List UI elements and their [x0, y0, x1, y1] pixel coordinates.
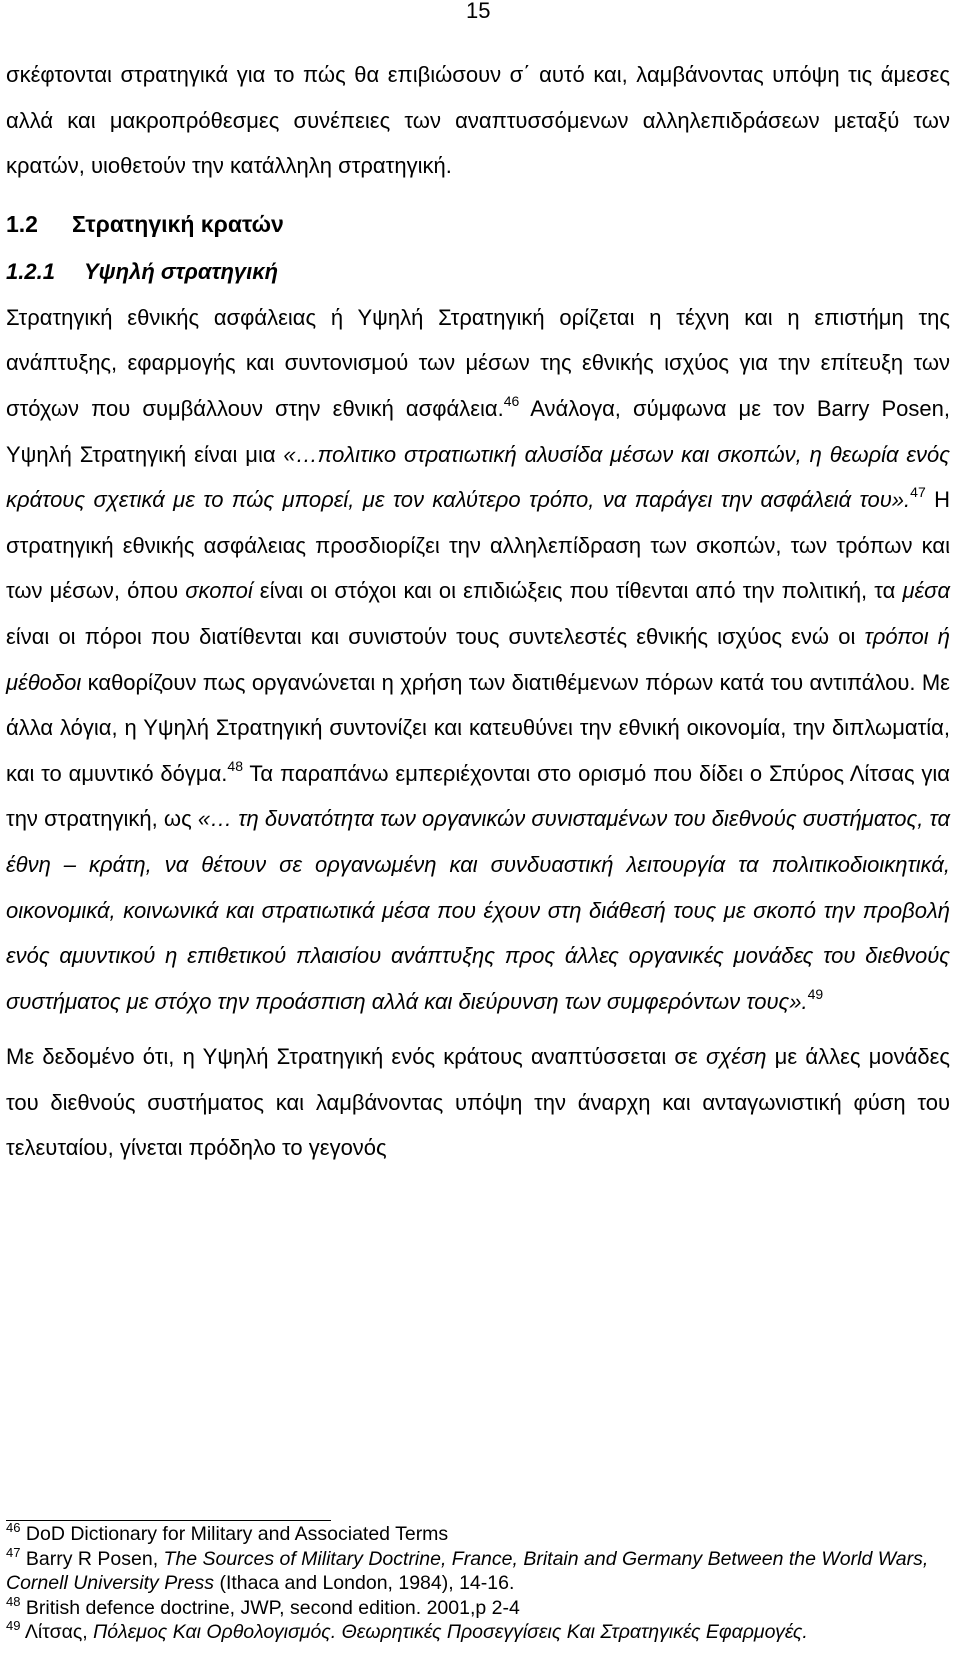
text-span: Στρατηγική εθνικής ασφάλειας ή Υψηλή Στρατηγική ορίζεται η τέχνη και η επιστήμη της ανάπτυξης, εφαρμογής και συντονισμού των μέσων της εθνικής ισχύος για την επίτευξη των στόχων που συμβάλλουν στην εθνική ασφάλεια. — [6, 304, 950, 421]
text-span: Με δεδομένο ότι, η Υψηλή Στρατηγική ενός κράτους αναπτύσσεται σε — [6, 1044, 707, 1070]
section-title: Στρατηγική κρατών — [72, 210, 284, 237]
footnote-text: Barry R Posen, — [25, 1547, 164, 1570]
footnote-number: 48 — [6, 1593, 21, 1609]
section-heading — [6, 199, 950, 249]
text-span: είναι οι πόροι που διατίθενται και συνιστούν τους συντελεστές εθνικής ισχύος ενώ οι — [6, 623, 865, 649]
footnote-number: 47 — [6, 1544, 21, 1560]
footnote-separator — [6, 1520, 331, 1521]
text-span: Ανάλογα, σύμφωνα με τον Barry Posen, Υψηλή Στρατηγική είναι μια — [6, 395, 950, 467]
paragraph-intro: σκέφτονται στρατηγικά για το πώς θα επιβιώσουν σ΄ αυτό και, λαμβάνοντας υπόψη τις άμεσες αλλά και μακροπρόθεσμες συνέπειες των αναπτυσσόμενων αλληλεπιδράσεων μεταξύ των κρατών, υιοθετούν την κατάλληλη στρατηγική. — [6, 62, 950, 179]
quote-litsas: «… τη δυνατότητα των οργανικών συνισταμένων του διεθνούς συστήματος, τα έθνη – κράτη, να θέτουν σε οργανωμένη και συνδυαστική λειτουργία τα πολιτικοδιοικητικά, οικονομικά, κοινωνικά και στρατιωτικά μέσα που έχουν στη διάθεσή τους με σκοπό την προβολή ενός αμυντικού η επιθετικού πλαισίου ανάπτυξης προς άλλες οργανικές μονάδες του διεθνούς συστήματος με στόχο την προάσπιση αλλά και διεύρυνση των συμφερόντων τους». — [6, 806, 950, 1014]
paragraph-final — [6, 1034, 950, 1171]
text-span: είναι οι στόχοι και οι επιδιώξεις που τίθενται από την πολιτική, τα — [252, 578, 903, 604]
text-span: καθορίζουν πως οργανώνεται η χρήση των διατιθέμενων πόρων κατά του αντιπάλου. Με άλλα λόγια, η Υψηλή Στρατηγική συντονίζει και κατευθύνει την εθνική οικονομία, την διπλωματία, και το αμυντικό δόγμα. — [6, 669, 950, 786]
footnote-number: 49 — [6, 1618, 21, 1634]
footnote-48 — [6, 1593, 950, 1621]
term-skopoi: σκοποί — [185, 578, 253, 604]
term-mesa: μέσα — [902, 578, 950, 604]
footnote-ref-49: 49 — [807, 985, 824, 1002]
text-span: Τα παραπάνω εμπεριέχονται στο ορισμό που δίδει ο Σπύρος Λίτσας για την στρατηγική, ως — [6, 760, 950, 832]
footnote-ref-48: 48 — [227, 757, 243, 774]
text-span: με άλλες μονάδες του διεθνούς συστήματος και λαμβάνοντας υπόψη την άναρχη και ανταγωνιστική φύση του τελευταίου, γίνεται πρόδηλο το γεγονός — [6, 1044, 950, 1161]
footnote-47 — [6, 1544, 950, 1596]
subsection-number: 1.2.1 — [6, 258, 55, 284]
footnotes — [6, 1522, 950, 1645]
paragraph-grand-strategy — [6, 295, 950, 1025]
footnote-title: The Sources of Military Doctrine, France, Britain and Germany Between the World Wars, Cornell University Press — [6, 1547, 929, 1595]
text-span: Η στρατηγική εθνικής ασφάλειας προσδιορίζει την αλληλεπίδραση των σκοπών, των τρόπων και των μέσων, όπου — [6, 487, 950, 604]
footnote-title: Πόλεμος Και Ορθολογισμός. Θεωρητικές Προσεγγίσεις Και Στρατηγικές Εφαρμογές. — [93, 1621, 808, 1644]
section-number: 1.2 — [6, 210, 38, 237]
term-tropoi: τρόποι ή μέθοδοι — [6, 623, 950, 695]
term-schesi: σχέση — [706, 1044, 767, 1070]
footnote-text: Λίτσας, — [24, 1621, 94, 1644]
footnote-text: DoD Dictionary for Military and Associated Terms — [25, 1523, 449, 1545]
subsection-title: Υψηλή στρατηγική — [84, 258, 279, 284]
footnote-ref-46: 46 — [503, 392, 520, 409]
footnote-46 — [6, 1522, 950, 1547]
footnote-49 — [6, 1620, 950, 1645]
footnote-text: British defence doctrine, JWP, second edition. 2001,p 2-4 — [25, 1596, 520, 1619]
footnote-text: (Ithaca and London, 1984), 14-16. — [214, 1572, 515, 1595]
footnote-number: 46 — [6, 1520, 21, 1535]
page-body — [6, 52, 950, 1171]
footnote-ref-47: 47 — [910, 484, 926, 501]
subsection-heading — [6, 249, 950, 295]
page-number: 15 — [466, 0, 491, 23]
quote-posen: «…πολιτικο στρατιωτική αλυσίδα μέσων και σκοπών, η θεωρία ενός κράτους σχετικά με το πώς μπορεί, με τον καλύτερο τρόπο, να παράγει την ασφάλειά του». — [6, 441, 950, 513]
